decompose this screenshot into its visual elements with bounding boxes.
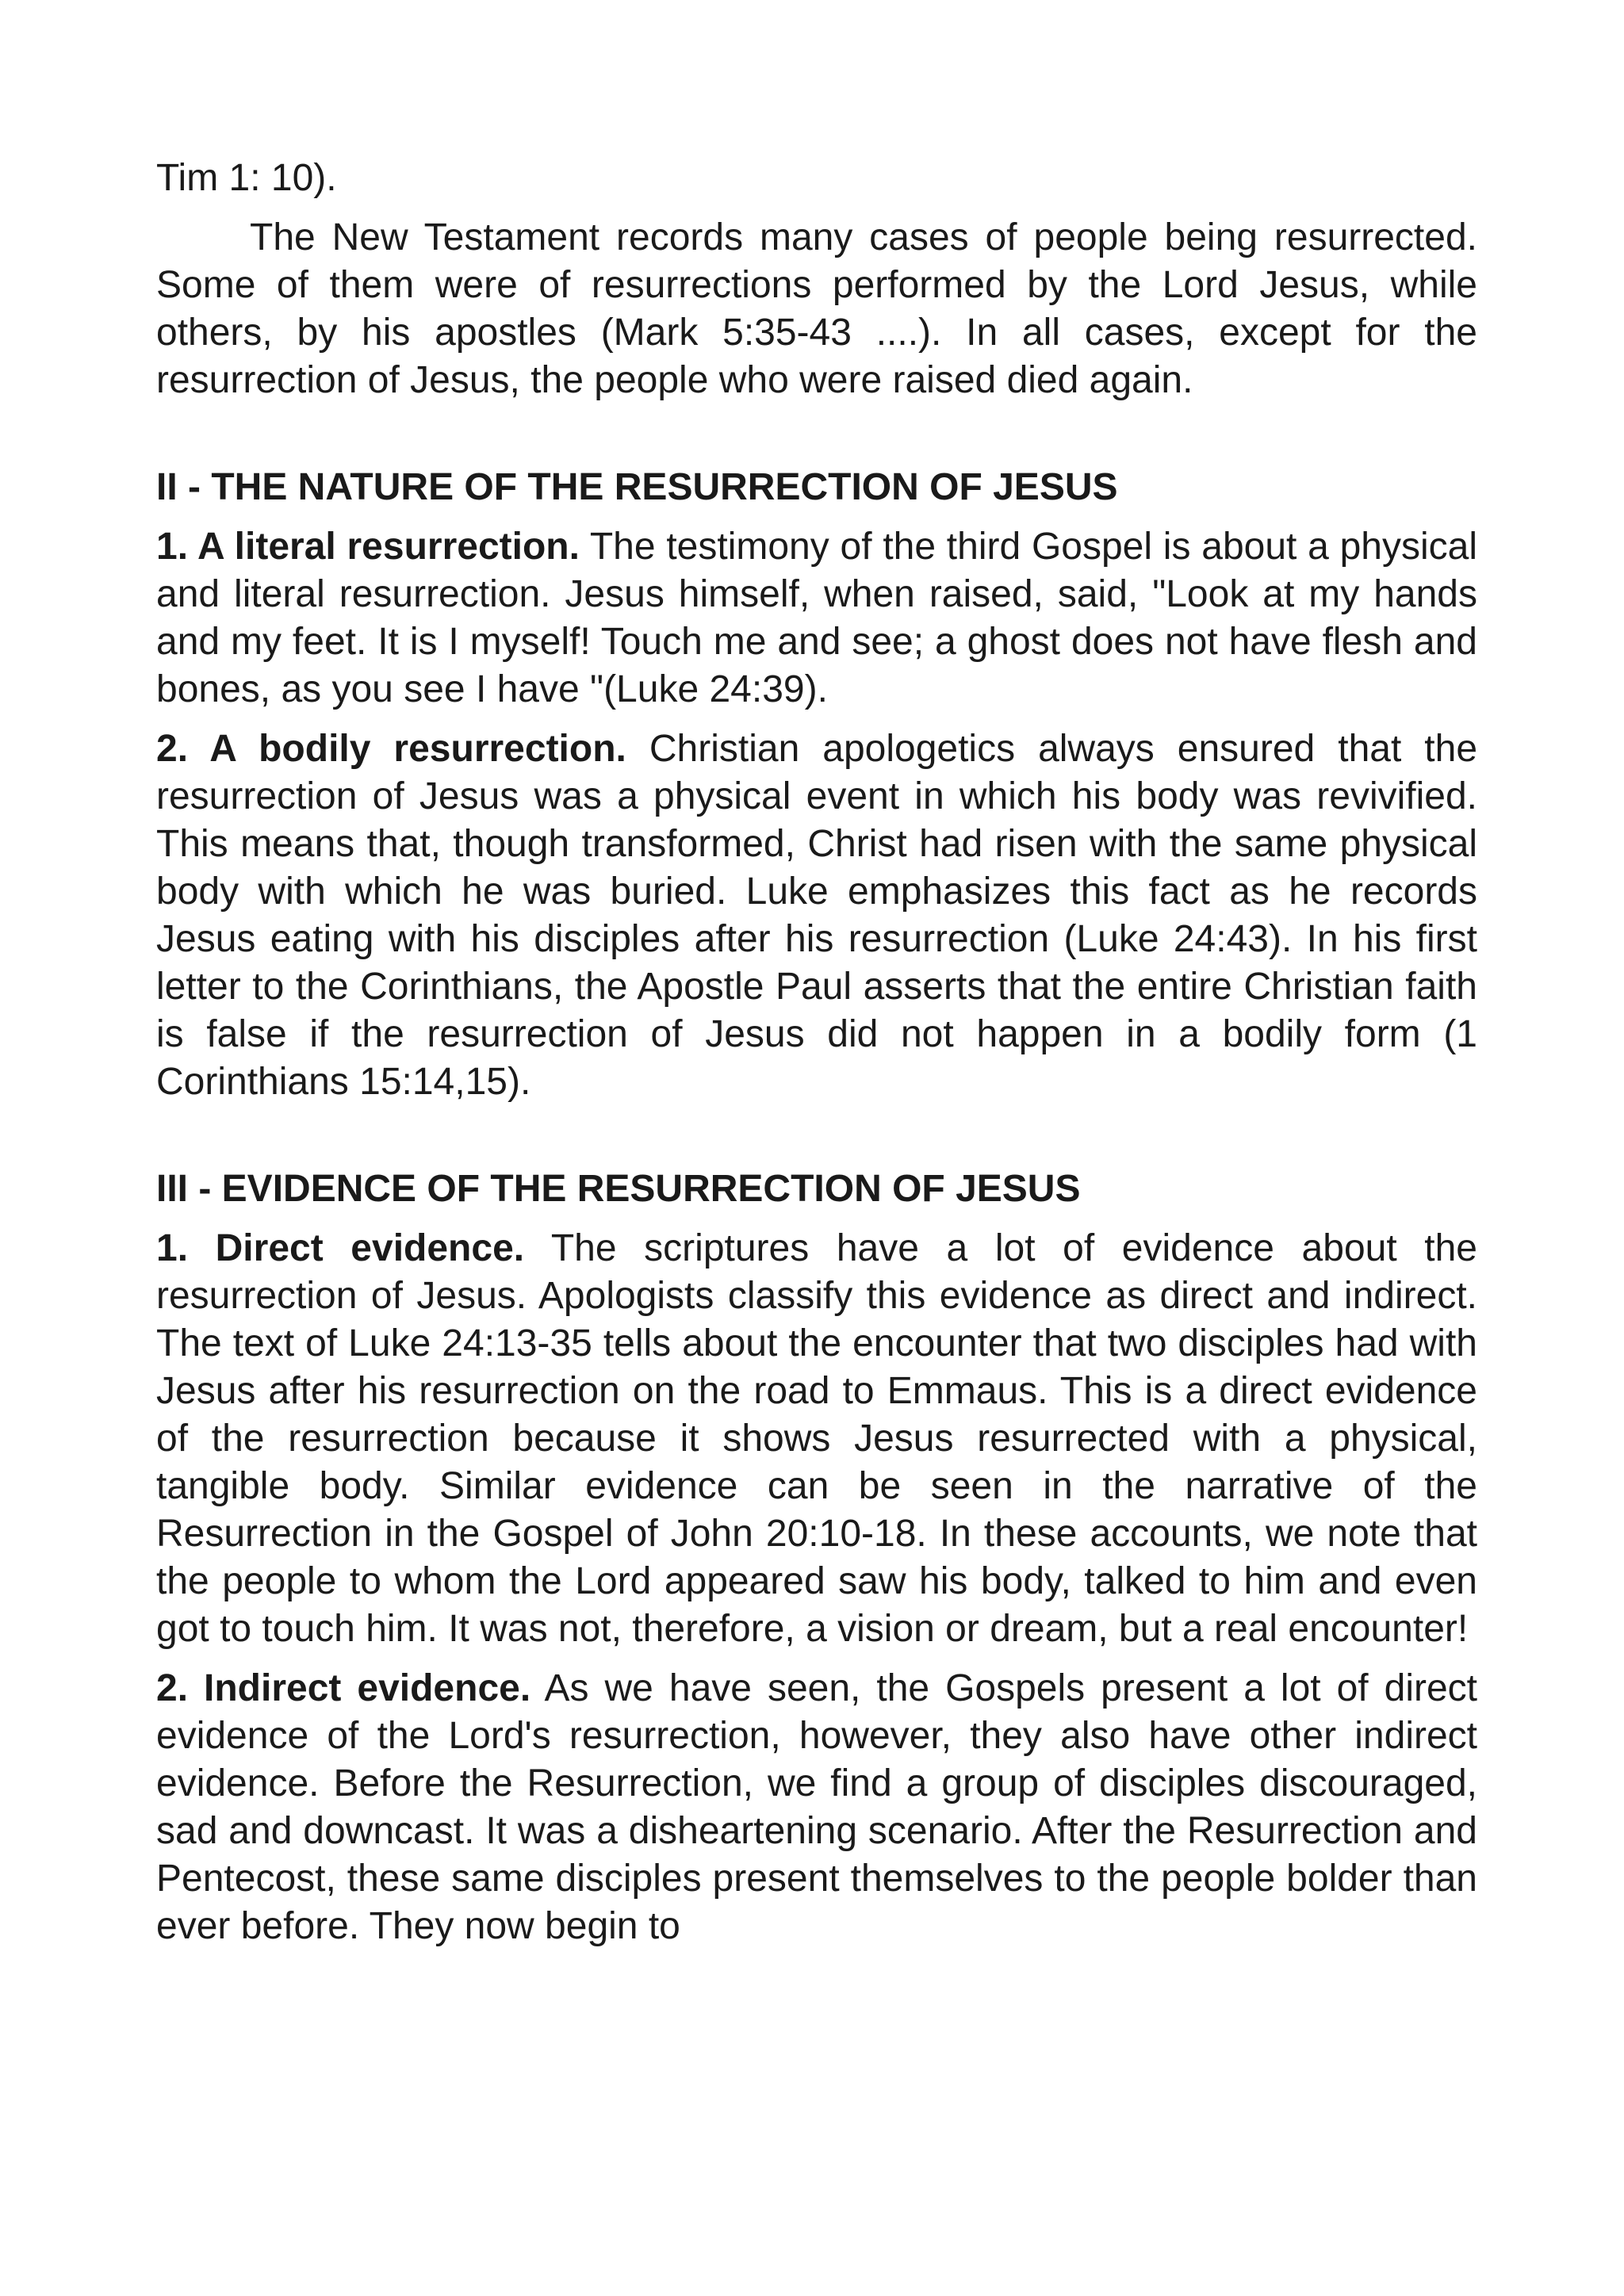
document-page <box>156 155 1477 1962</box>
paragraph-lead: 2. Indirect evidence. <box>156 1667 531 1709</box>
section-spacer <box>156 416 1477 464</box>
paragraph-body: The scriptures have a lot of evidence about the resurrection of Jesus. Apologists classify this evidence as direct and indirect. The text of Luke 24:13-35 tells about the encounter that two disciples had with Jesus after his resurrection on the road to Emmaus. This is a direct evidence of the resurrection because it shows Jesus resurrected with a physical, tangible body. Similar evidence can be seen in the narrative of the Resurrection in the Gospel of John 20:10-18. In these accounts, we note that the people to whom the Lord appeared saw his body, talked to him and even got to touch him. It was not, therefore, a vision or dream, but a real encounter! <box>156 1227 1478 1650</box>
opening-paragraph: The New Testament records many cases of people being resurrected. Some of them were of resurrections performed by the Lord Jesus, while others, by his apostles (Mark 5:35-43 ....). In all cases, except for the resurrection of Jesus, the people who were raised died again. <box>156 216 1477 401</box>
section-heading-evidence: III - EVIDENCE OF THE RESURRECTION OF JESUS <box>156 1168 1081 1210</box>
paragraph-lead: 1. Direct evidence. <box>156 1227 525 1269</box>
paragraph-indirect-evidence <box>156 1665 1477 1950</box>
paragraph-body: Christian apologetics always ensured that the resurrection of Jesus was a physical event in which his body was revivified. This means that, though transformed, Christ had risen with the same physical body with which he was buried. Luke emphasizes this fact as he records Jesus eating with his disciples after his resurrection (Luke 24:43). In his first letter to the Corinthians, the Apostle Paul asserts that the entire Christian faith is false if the resurrection of Jesus did not happen in a bodily form (1 Corinthians 15:14,15). <box>156 728 1478 1103</box>
continuation-line: Tim 1: 10). <box>156 157 337 199</box>
paragraph-lead: 2. A bodily resurrection. <box>156 728 626 770</box>
paragraph-literal-resurrection <box>156 523 1477 714</box>
section-spacer <box>156 1118 1477 1165</box>
paragraph-direct-evidence <box>156 1225 1477 1653</box>
paragraph-body: As we have seen, the Gospels present a lot of direct evidence of the Lord's resurrection, however, they also have other indirect evidence. Before the Resurrection, we find a group of disciples discouraged, sad and downcast. It was a disheartening scenario. After the Resurrection and Pentecost, these same disciples present themselves to the people bolder than ever before. They now begin to <box>156 1667 1478 1947</box>
paragraph-lead: 1. A literal resurrection. <box>156 526 580 568</box>
paragraph-bodily-resurrection <box>156 725 1477 1106</box>
section-heading-nature: II - THE NATURE OF THE RESURRECTION OF JESUS <box>156 466 1118 508</box>
paragraph-body: The testimony of the third Gospel is about a physical and literal resurrection. Jesus himself, when raised, said, "Look at my hands and my feet. It is I myself! Touch me and see; a ghost does not have flesh and bones, as you see I have "(Luke 24:39). <box>156 526 1478 710</box>
